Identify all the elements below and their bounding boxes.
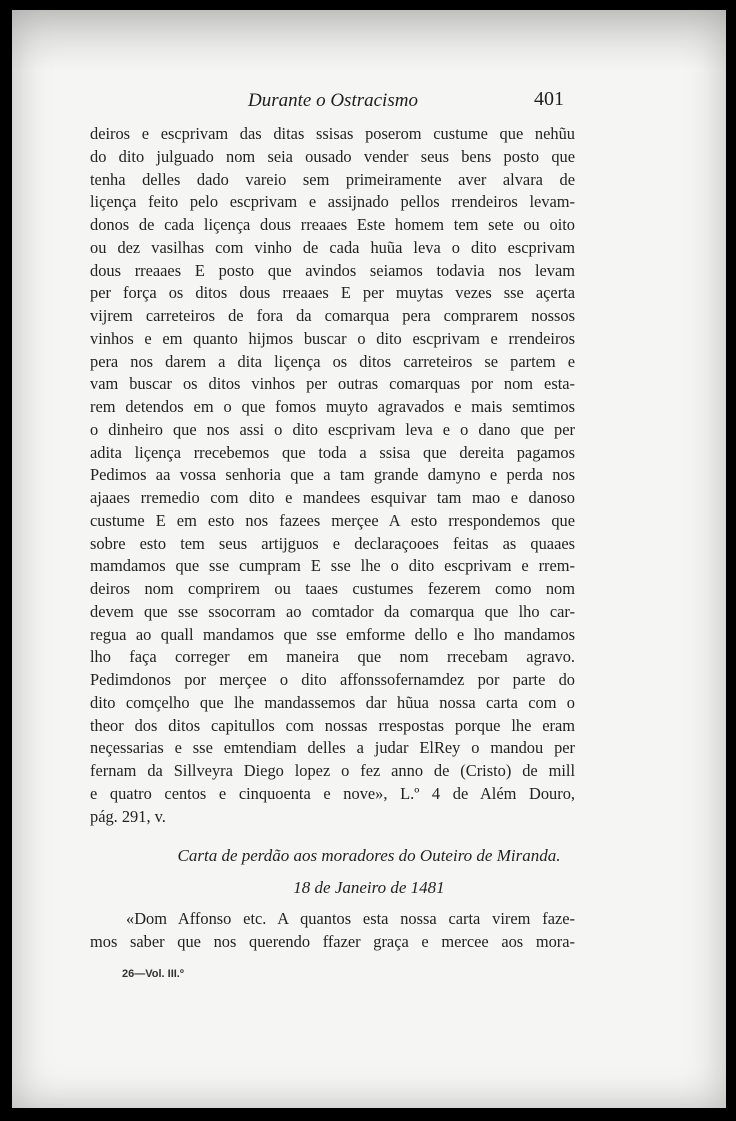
text-line: liçença feito pelo escprivam e assijnado pellos rrendeiros levam- [90, 192, 575, 212]
text-line: rem detendos em o que fomos muyto agravados e mais semtimos [90, 397, 575, 416]
section-date: 18 de Janeiro de 1481 [293, 878, 445, 897]
text-line: Pedimos aa vossa senhoria que a tam grande damyno e perda nos [90, 465, 575, 485]
text-line: ou dez vasilhas com vinho de cada huũa leva o dito escprivam [90, 237, 575, 257]
printer-signature: 26—Vol. III.º [122, 968, 184, 980]
text-line: per força os ditos dous rreaaes E per muytas vezes sse açerta [90, 283, 575, 303]
text-line: regua ao quall mandamos que sse emforme dello e lho mandamos [90, 624, 575, 644]
text-line: fernam da Sillveyra Diego lopez o fez anno de (Cristo) de mill [90, 761, 575, 780]
section-title: Carta de perdão aos moradores do Outeiro de Miranda. [177, 846, 561, 865]
text-line: donos de cada liçença dous rreaaes Este homem tem sete ou oito [90, 215, 575, 234]
page-header [12, 80, 726, 120]
page-number: 401 [534, 88, 564, 110]
text-line: dous rreaaes E posto que avindos seiamos todavia nos levam [90, 260, 575, 280]
book-page [12, 10, 726, 1108]
text-line: vinhos e em quanto hijmos buscar o dito escprivam e rrendeiros [90, 328, 575, 348]
text-line: pera nos darem a dita liçença os ditos carreteiros se partem e [90, 351, 575, 371]
text-line: pág. 291, v. [90, 806, 166, 826]
text-line: Pedimdonos por merçee o dito affonssofernamdez por parte do [90, 670, 575, 689]
text-line: vam buscar os ditos vinhos per outras comarquas por nom esta- [90, 374, 575, 394]
text-line: custume E em esto nos fazees merçee A esto rrespondemos que [90, 510, 575, 530]
body-text [90, 123, 575, 828]
text-line: tenha delles dado vareio sem primeiramente aver alvara de [90, 169, 575, 189]
text-line: mamdamos que sse cumpram E sse lhe o dito escprivam e rrem- [90, 556, 575, 576]
text-line: ajaaes rremedio com dito e mandees esquivar tam mao e danoso [90, 488, 575, 507]
text-line: e quatro centos e cinquoenta e nove», L.º 4 de Além Douro, [90, 783, 575, 803]
text-line: deiros nom comprirem ou taaes custumes fezerem como nom [90, 579, 575, 598]
text-line: «Dom Affonso etc. A quantos esta nossa carta virem faze- [126, 909, 575, 928]
text-line: do dito julguado nom seia ousado vender seus bens posto que [90, 146, 575, 166]
running-title: Durante o Ostracismo [248, 90, 418, 111]
text-line: neçessarias e sse emtendiam delles a judar ElRey o mandou per [90, 738, 575, 758]
text-line: mos saber que nos querendo ffazer graça e mercee aos mora- [90, 931, 575, 951]
text-line: dito comçelho que lhe mandassemos dar hũua nossa carta com o [90, 692, 575, 712]
letter-text [90, 908, 575, 954]
text-line: vijrem carreteiros de fora da comarqua pera comprarem nossos [90, 306, 575, 325]
text-line: lho faça correger em maneira que nom rrecebam agravo. [90, 647, 575, 667]
text-line: o dinheiro que nos assi o dito escprivam leva e o dano que per [90, 419, 575, 439]
text-line: adita liçença rrecebemos que toda a ssisa que dereita pagamos [90, 442, 575, 462]
text-line: devem que sse ssocorram ao comtador da comarqua que lho car- [90, 601, 575, 621]
text-line: sobre esto tem seus artijguos e declaraçooes feitas as quaaes [90, 533, 575, 553]
text-line: theor dos ditos capitullos com nossas rrespostas porque lhe eram [90, 715, 575, 735]
text-line: deiros e escprivam das ditas ssisas poserom custume que nehũu [90, 124, 575, 143]
